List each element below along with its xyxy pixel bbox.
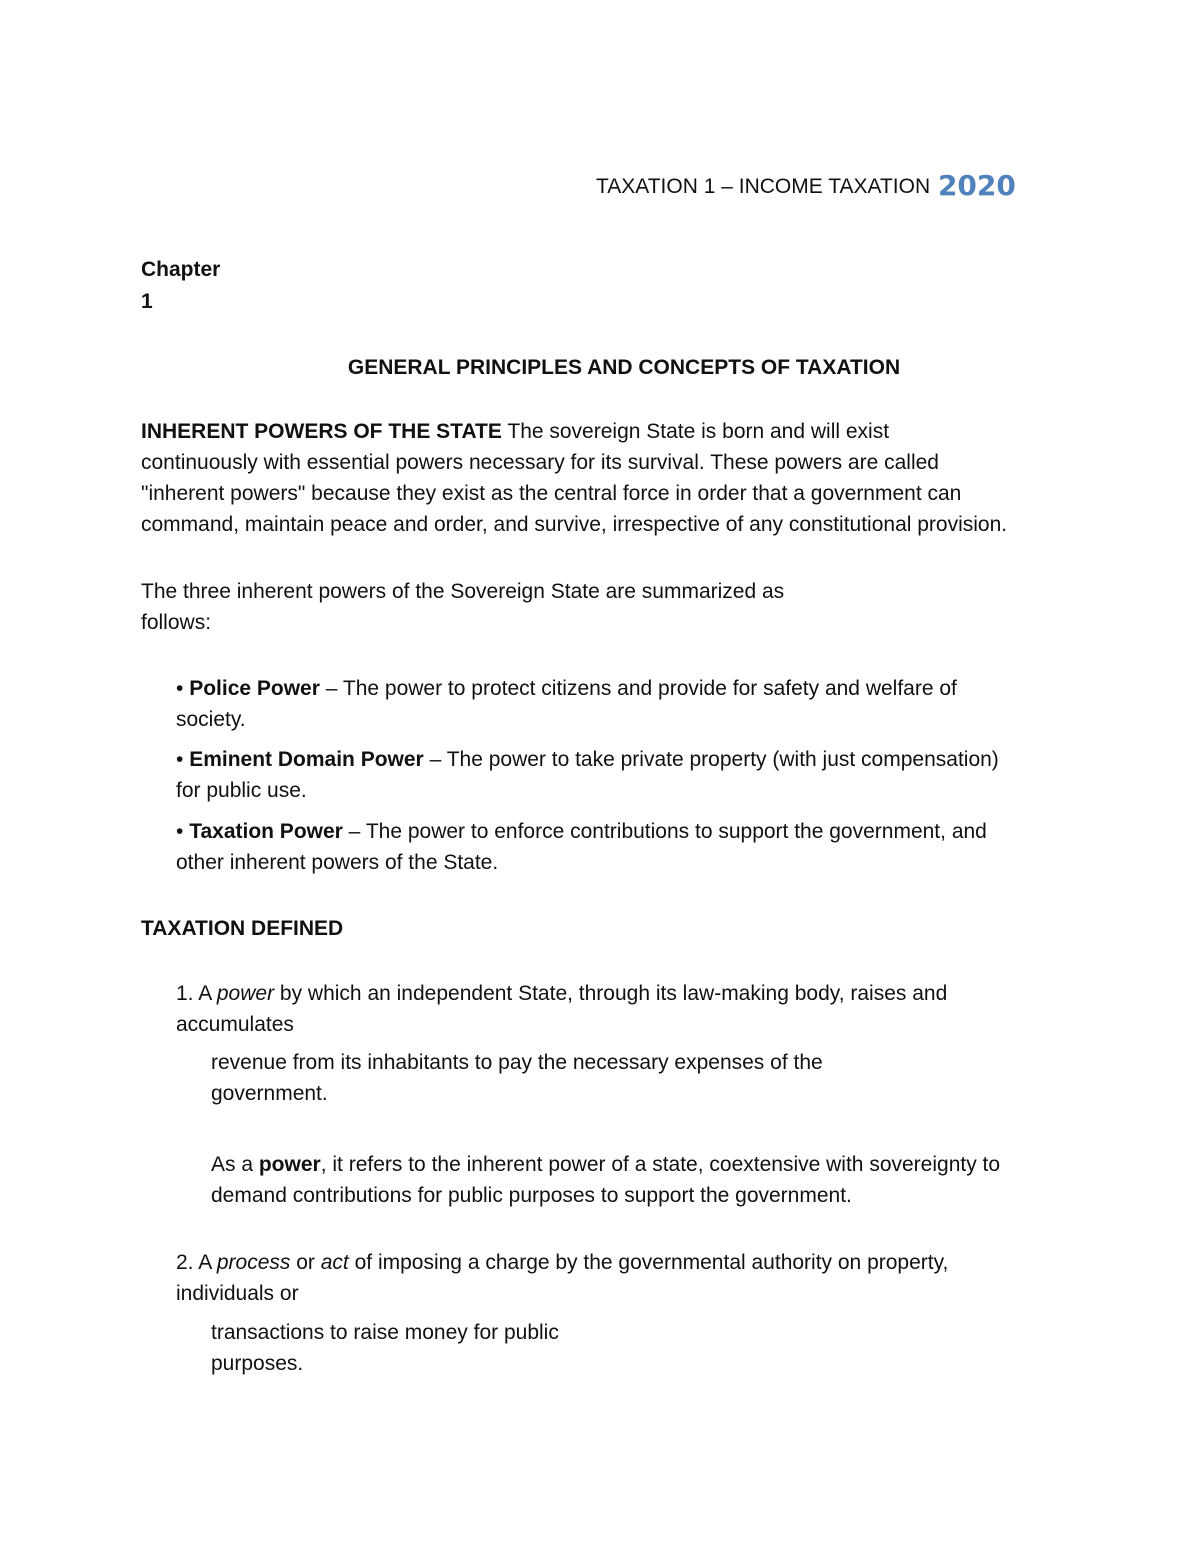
police-power-term: Police Power bbox=[189, 677, 320, 700]
inherent-line-1: INHERENT POWERS OF THE STATE The sovereign State is born and will exist bbox=[141, 420, 890, 443]
chapter-word: Chapter bbox=[141, 258, 221, 281]
summary-line-1: The three inherent powers of the Sovereign State are summarized as bbox=[141, 580, 785, 603]
page-title: GENERAL PRINCIPLES AND CONCEPTS OF TAXATION bbox=[347, 356, 901, 379]
inherent-line-3: "inherent powers" because they exist as the central force in order that a government can bbox=[141, 482, 962, 505]
summary-paragraph bbox=[141, 576, 1131, 638]
chapter-label bbox=[141, 254, 220, 318]
eminent-domain-term: Eminent Domain Power bbox=[189, 748, 424, 771]
list-item-taxation-power: • Taxation Power – The power to enforce contributions to support the government, and other inherent powers of the State. bbox=[176, 820, 987, 874]
chapter-number: 1 bbox=[141, 290, 153, 313]
inherent-line-2: continuously with essential powers necessary for its survival. These powers are called bbox=[141, 451, 939, 474]
inherent-powers-paragraph bbox=[141, 416, 1131, 540]
header-title: TAXATION 1 – INCOME TAXATION bbox=[596, 175, 931, 198]
inherent-heading: INHERENT POWERS OF THE STATE bbox=[141, 420, 502, 443]
inherent-line-4: command, maintain peace and order, and survive, irrespective of any constitutional provision. bbox=[141, 513, 1008, 536]
definition-item-1-continued: revenue from its inhabitants to pay the necessary expenses of the government. bbox=[211, 1051, 823, 1105]
list-item-eminent-domain: • Eminent Domain Power – The power to take private property (with just compensation) for public use. bbox=[176, 748, 999, 802]
taxation-power-term: Taxation Power bbox=[189, 820, 343, 843]
document-header bbox=[596, 168, 1016, 202]
summary-line-2: follows: bbox=[141, 611, 212, 634]
definition-item-1: 1. A power by which an independent State, through its law-making body, raises and accumulates bbox=[176, 982, 948, 1036]
definition-item-2: 2. A process or act of imposing a charge by the governmental authority on property, individuals or bbox=[176, 1251, 949, 1305]
definition-item-2-continued: transactions to raise money for public purposes. bbox=[211, 1321, 559, 1375]
list-item-police-power: • Police Power – The power to protect citizens and provide for safety and welfare of society. bbox=[176, 677, 957, 731]
section-heading-taxation-defined: TAXATION DEFINED bbox=[141, 917, 344, 940]
header-year: 2020 bbox=[937, 169, 1016, 202]
power-note-paragraph: As a power, it refers to the inherent power of a state, coextensive with sovereignty to demand contributions for public purposes to support the government. bbox=[211, 1153, 1001, 1207]
